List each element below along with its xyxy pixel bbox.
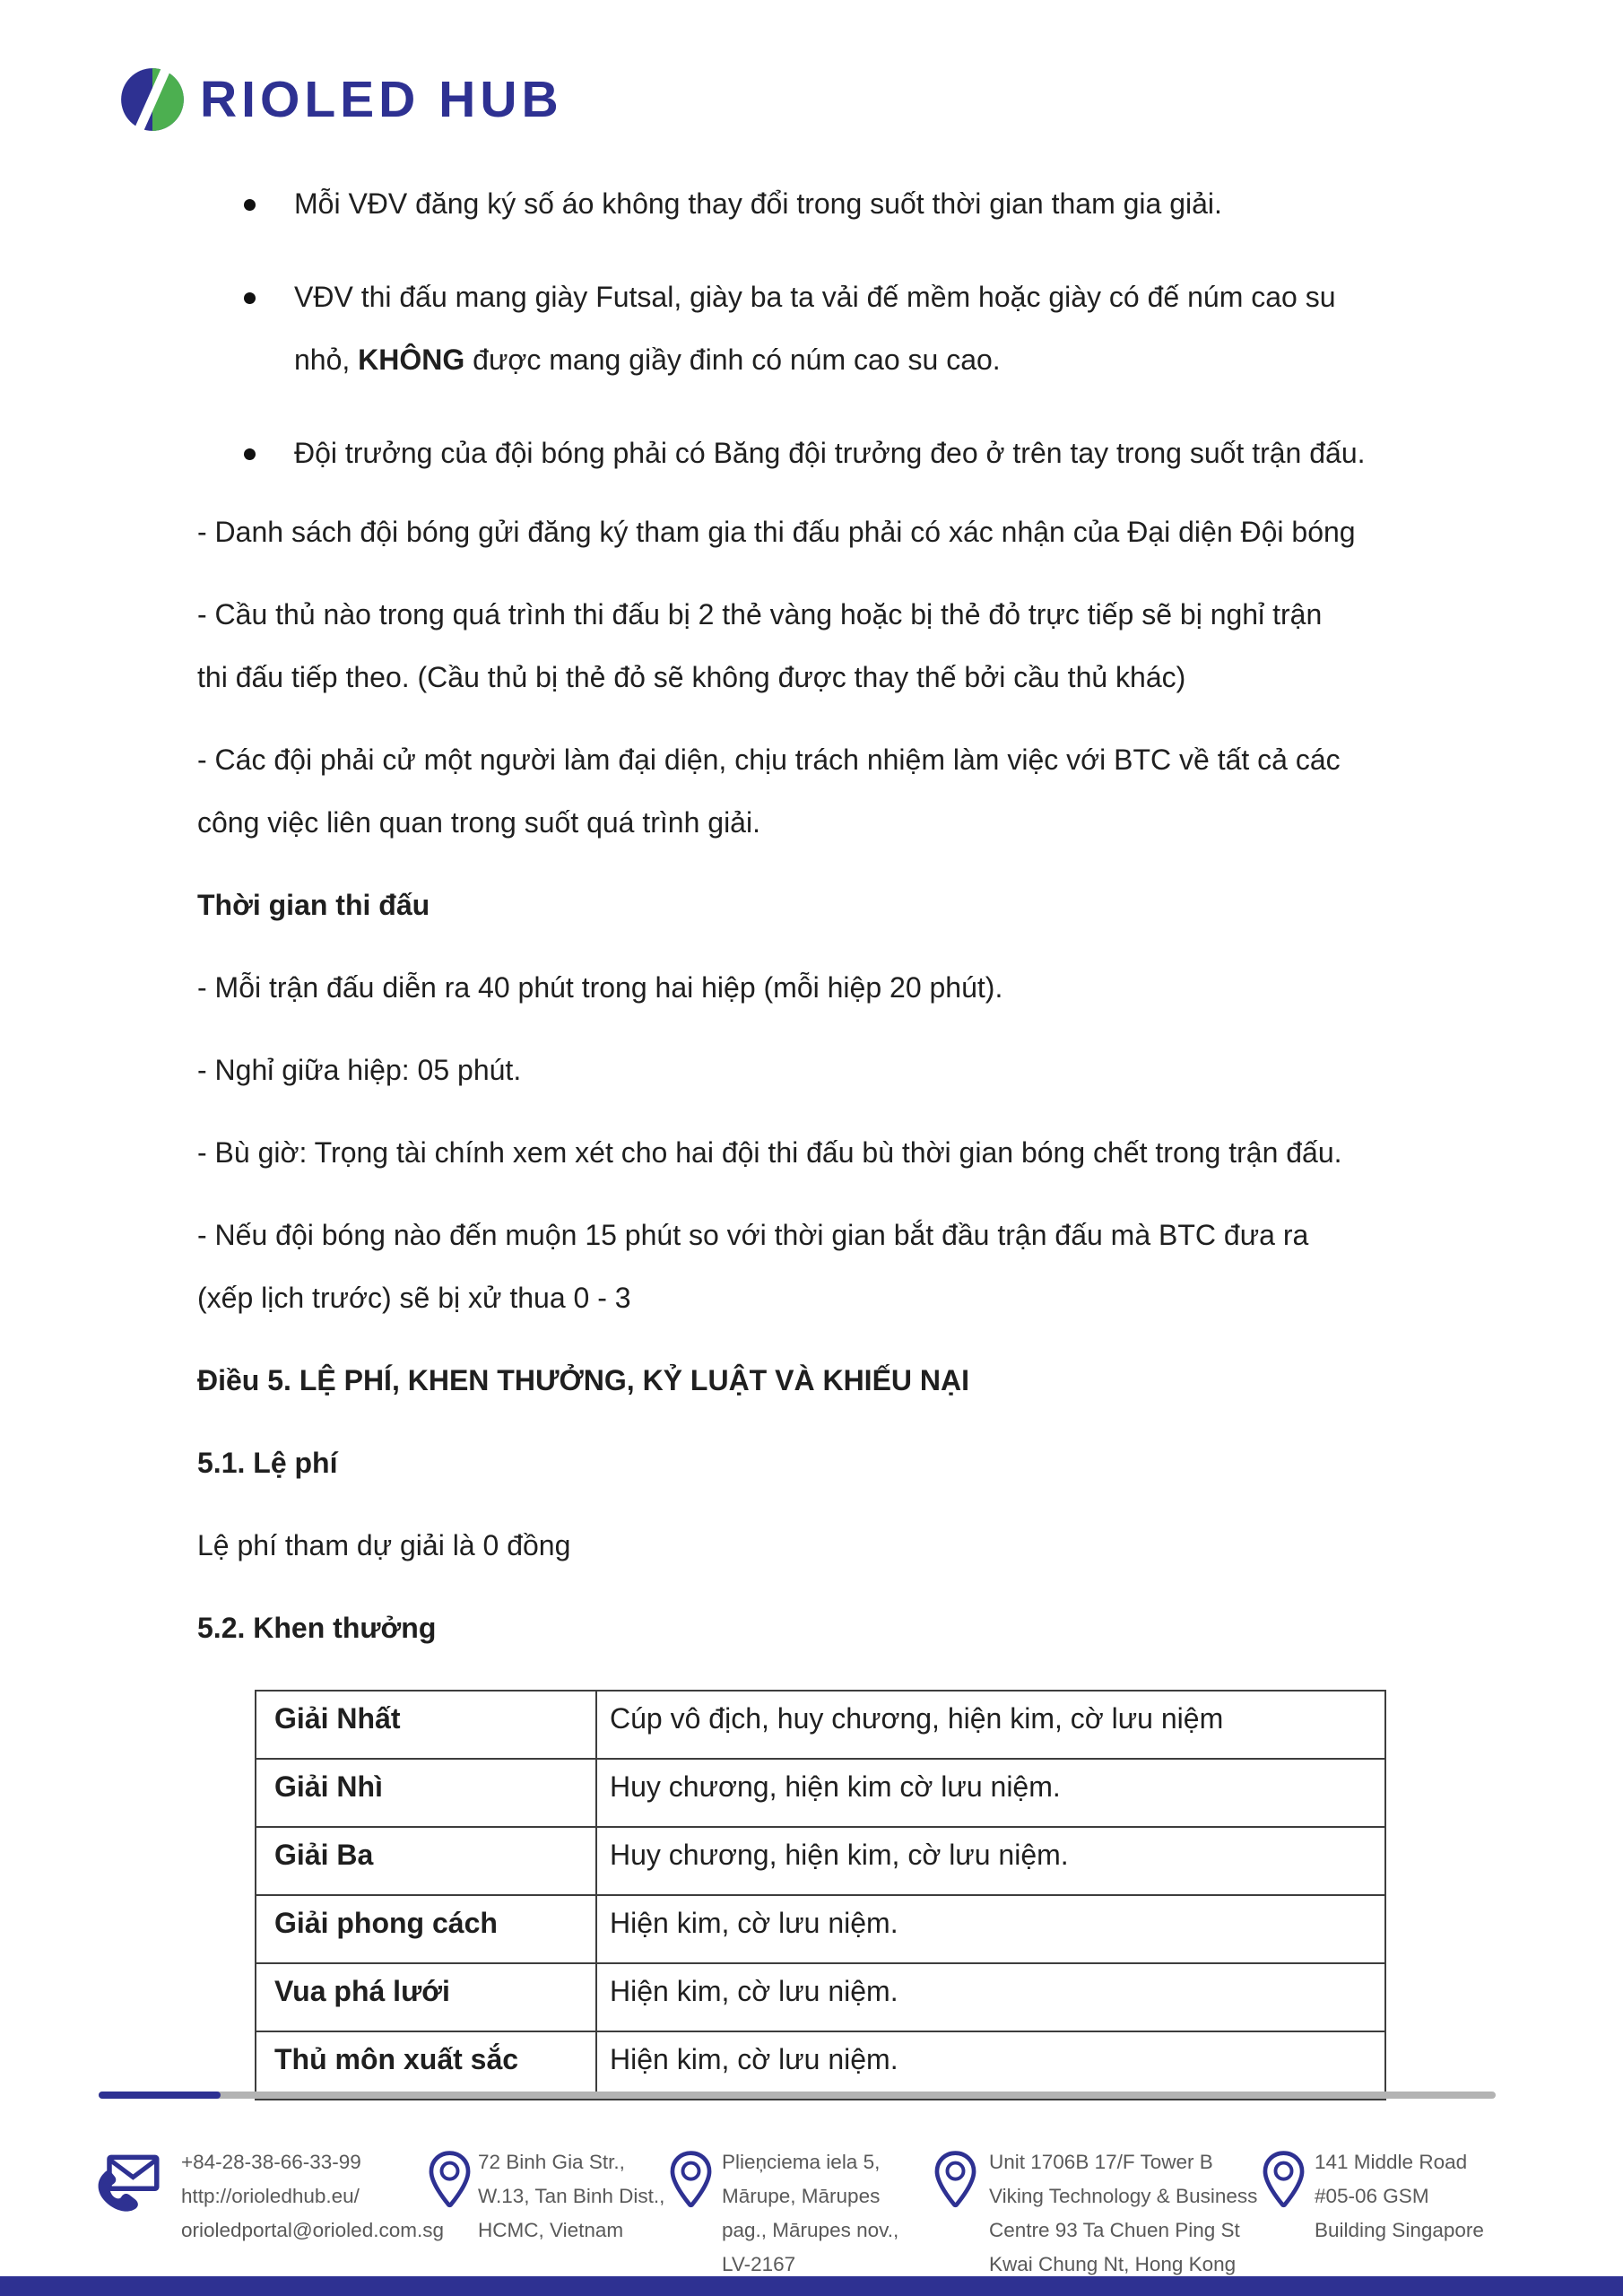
bullet-marker	[244, 199, 256, 211]
footer-address-latvia: Plieņciema iela 5, Mārupe, Mārupes pag., Mārupes nov., LV-2167	[722, 2151, 899, 2275]
phone-mail-icon	[92, 2151, 161, 2223]
brand-name: RIOLED HUB	[200, 71, 563, 128]
table-row	[256, 1827, 1385, 1895]
reward-cell: Cúp vô địch, huy chương, hiện kim, cờ lưu niệm	[596, 1691, 1385, 1759]
table-row	[256, 1691, 1385, 1759]
fee-paragraph: Lệ phí tham dự giải là 0 đồng	[197, 1529, 571, 1561]
email-address: orioledportal@orioled.com.sg	[181, 2219, 444, 2241]
map-pin-icon	[1263, 2151, 1305, 2213]
bullet-text: VĐV thi đấu mang giày Futsal, giày ba ta vải đế mềm hoặc giày có đế núm cao su	[294, 281, 1336, 313]
footer-address-vietnam: 72 Binh Gia Str., W.13, Tan Binh Dist., HCMC, Vietnam	[478, 2151, 665, 2241]
bottom-accent-bar	[0, 2276, 1623, 2296]
prize-cell: Giải Nhì	[256, 1759, 596, 1827]
bullet-marker	[244, 292, 256, 304]
map-pin-icon	[670, 2151, 712, 2213]
document-body	[197, 172, 1506, 2100]
footer-divider	[99, 2092, 1496, 2099]
logo	[119, 66, 563, 133]
section-heading-article5: Điều 5. LỆ PHÍ, KHEN THƯỞNG, KỶ LUẬT VÀ KHIẾU NẠI	[197, 1364, 970, 1396]
paragraph: - Nghỉ giữa hiệp: 05 phút.	[197, 1054, 522, 1086]
bullet-text: nhỏ, KHÔNG được mang giầy đinh có núm cao su cao.	[294, 344, 1001, 376]
table-row	[256, 1895, 1385, 1963]
paragraph: - Danh sách đội bóng gửi đăng ký tham gia thi đấu phải có xác nhận của Đại diện Đội bóng	[197, 516, 1356, 548]
prize-cell: Giải Nhất	[256, 1691, 596, 1759]
reward-cell: Huy chương, hiện kim cờ lưu niệm.	[596, 1759, 1385, 1827]
section-heading-match-time: Thời gian thi đấu	[197, 889, 430, 921]
orioled-logo-icon	[119, 66, 186, 133]
section-heading-5-2: 5.2. Khen thưởng	[197, 1612, 437, 1644]
paragraph: - Cầu thủ nào trong quá trình thi đấu bị 2 thẻ vàng hoặc bị thẻ đỏ trực tiếp sẽ bị nghỉ trận thi đấu tiếp theo. (Cầu thủ bị thẻ đỏ sẽ không được thay thế bởi cầu thủ khác)	[197, 598, 1323, 693]
table-row	[256, 1963, 1385, 2031]
bullet-item	[197, 265, 1506, 391]
table-row	[256, 1759, 1385, 1827]
footer-contact	[181, 2145, 444, 2248]
bullet-marker	[244, 448, 256, 460]
reward-cell: Hiện kim, cờ lưu niệm.	[596, 2031, 1385, 2100]
section-heading-5-1: 5.1. Lệ phí	[197, 1447, 338, 1479]
bullet-item	[197, 422, 1506, 484]
paragraph: - Bù giờ: Trọng tài chính xem xét cho hai đội thi đấu bù thời gian bóng chết trong trận đấu.	[197, 1136, 1342, 1169]
reward-cell: Hiện kim, cờ lưu niệm.	[596, 1963, 1385, 2031]
table-row	[256, 2031, 1385, 2100]
bullet-text: Đội trưởng của đội bóng phải có Băng đội trưởng đeo ở trên tay trong suốt trận đấu.	[294, 437, 1366, 469]
footer-divider-accent	[99, 2092, 221, 2099]
bullet-text: Mỗi VĐV đăng ký số áo không thay đổi trong suốt thời gian tham gia giải.	[294, 187, 1222, 220]
paragraph: - Mỗi trận đấu diễn ra 40 phút trong hai hiệp (mỗi hiệp 20 phút).	[197, 971, 1003, 1004]
map-pin-icon	[934, 2151, 976, 2213]
emphasis-khong: KHÔNG	[358, 344, 465, 376]
phone-number: +84-28-38-66-33-99	[181, 2151, 361, 2173]
awards-table	[255, 1690, 1386, 2100]
bullet-item	[197, 172, 1506, 235]
map-pin-icon	[429, 2151, 471, 2213]
reward-cell: Huy chương, hiện kim, cờ lưu niệm.	[596, 1827, 1385, 1895]
reward-cell: Hiện kim, cờ lưu niệm.	[596, 1895, 1385, 1963]
prize-cell: Thủ môn xuất sắc	[256, 2031, 596, 2100]
paragraph: - Nếu đội bóng nào đến muộn 15 phút so với thời gian bắt đầu trận đấu mà BTC đưa ra (xếp lịch trước) sẽ bị xử thua 0 - 3	[197, 1219, 1309, 1314]
prize-cell: Giải Ba	[256, 1827, 596, 1895]
prize-cell: Giải phong cách	[256, 1895, 596, 1963]
website-url: http://orioledhub.eu/	[181, 2185, 360, 2207]
prize-cell: Vua phá lưới	[256, 1963, 596, 2031]
footer-address-hongkong: Unit 1706B 17/F Tower B Viking Technology & Business Centre 93 Ta Chuen Ping St Kwai Chung Nt, Hong Kong	[989, 2151, 1258, 2275]
paragraph: - Các đội phải cử một người làm đại diện, chịu trách nhiệm làm việc với BTC về tất cả các công việc liên quan trong suốt quá trình giải.	[197, 744, 1341, 839]
footer-address-singapore: 141 Middle Road #05-06 GSM Building Singapore	[1315, 2151, 1484, 2241]
